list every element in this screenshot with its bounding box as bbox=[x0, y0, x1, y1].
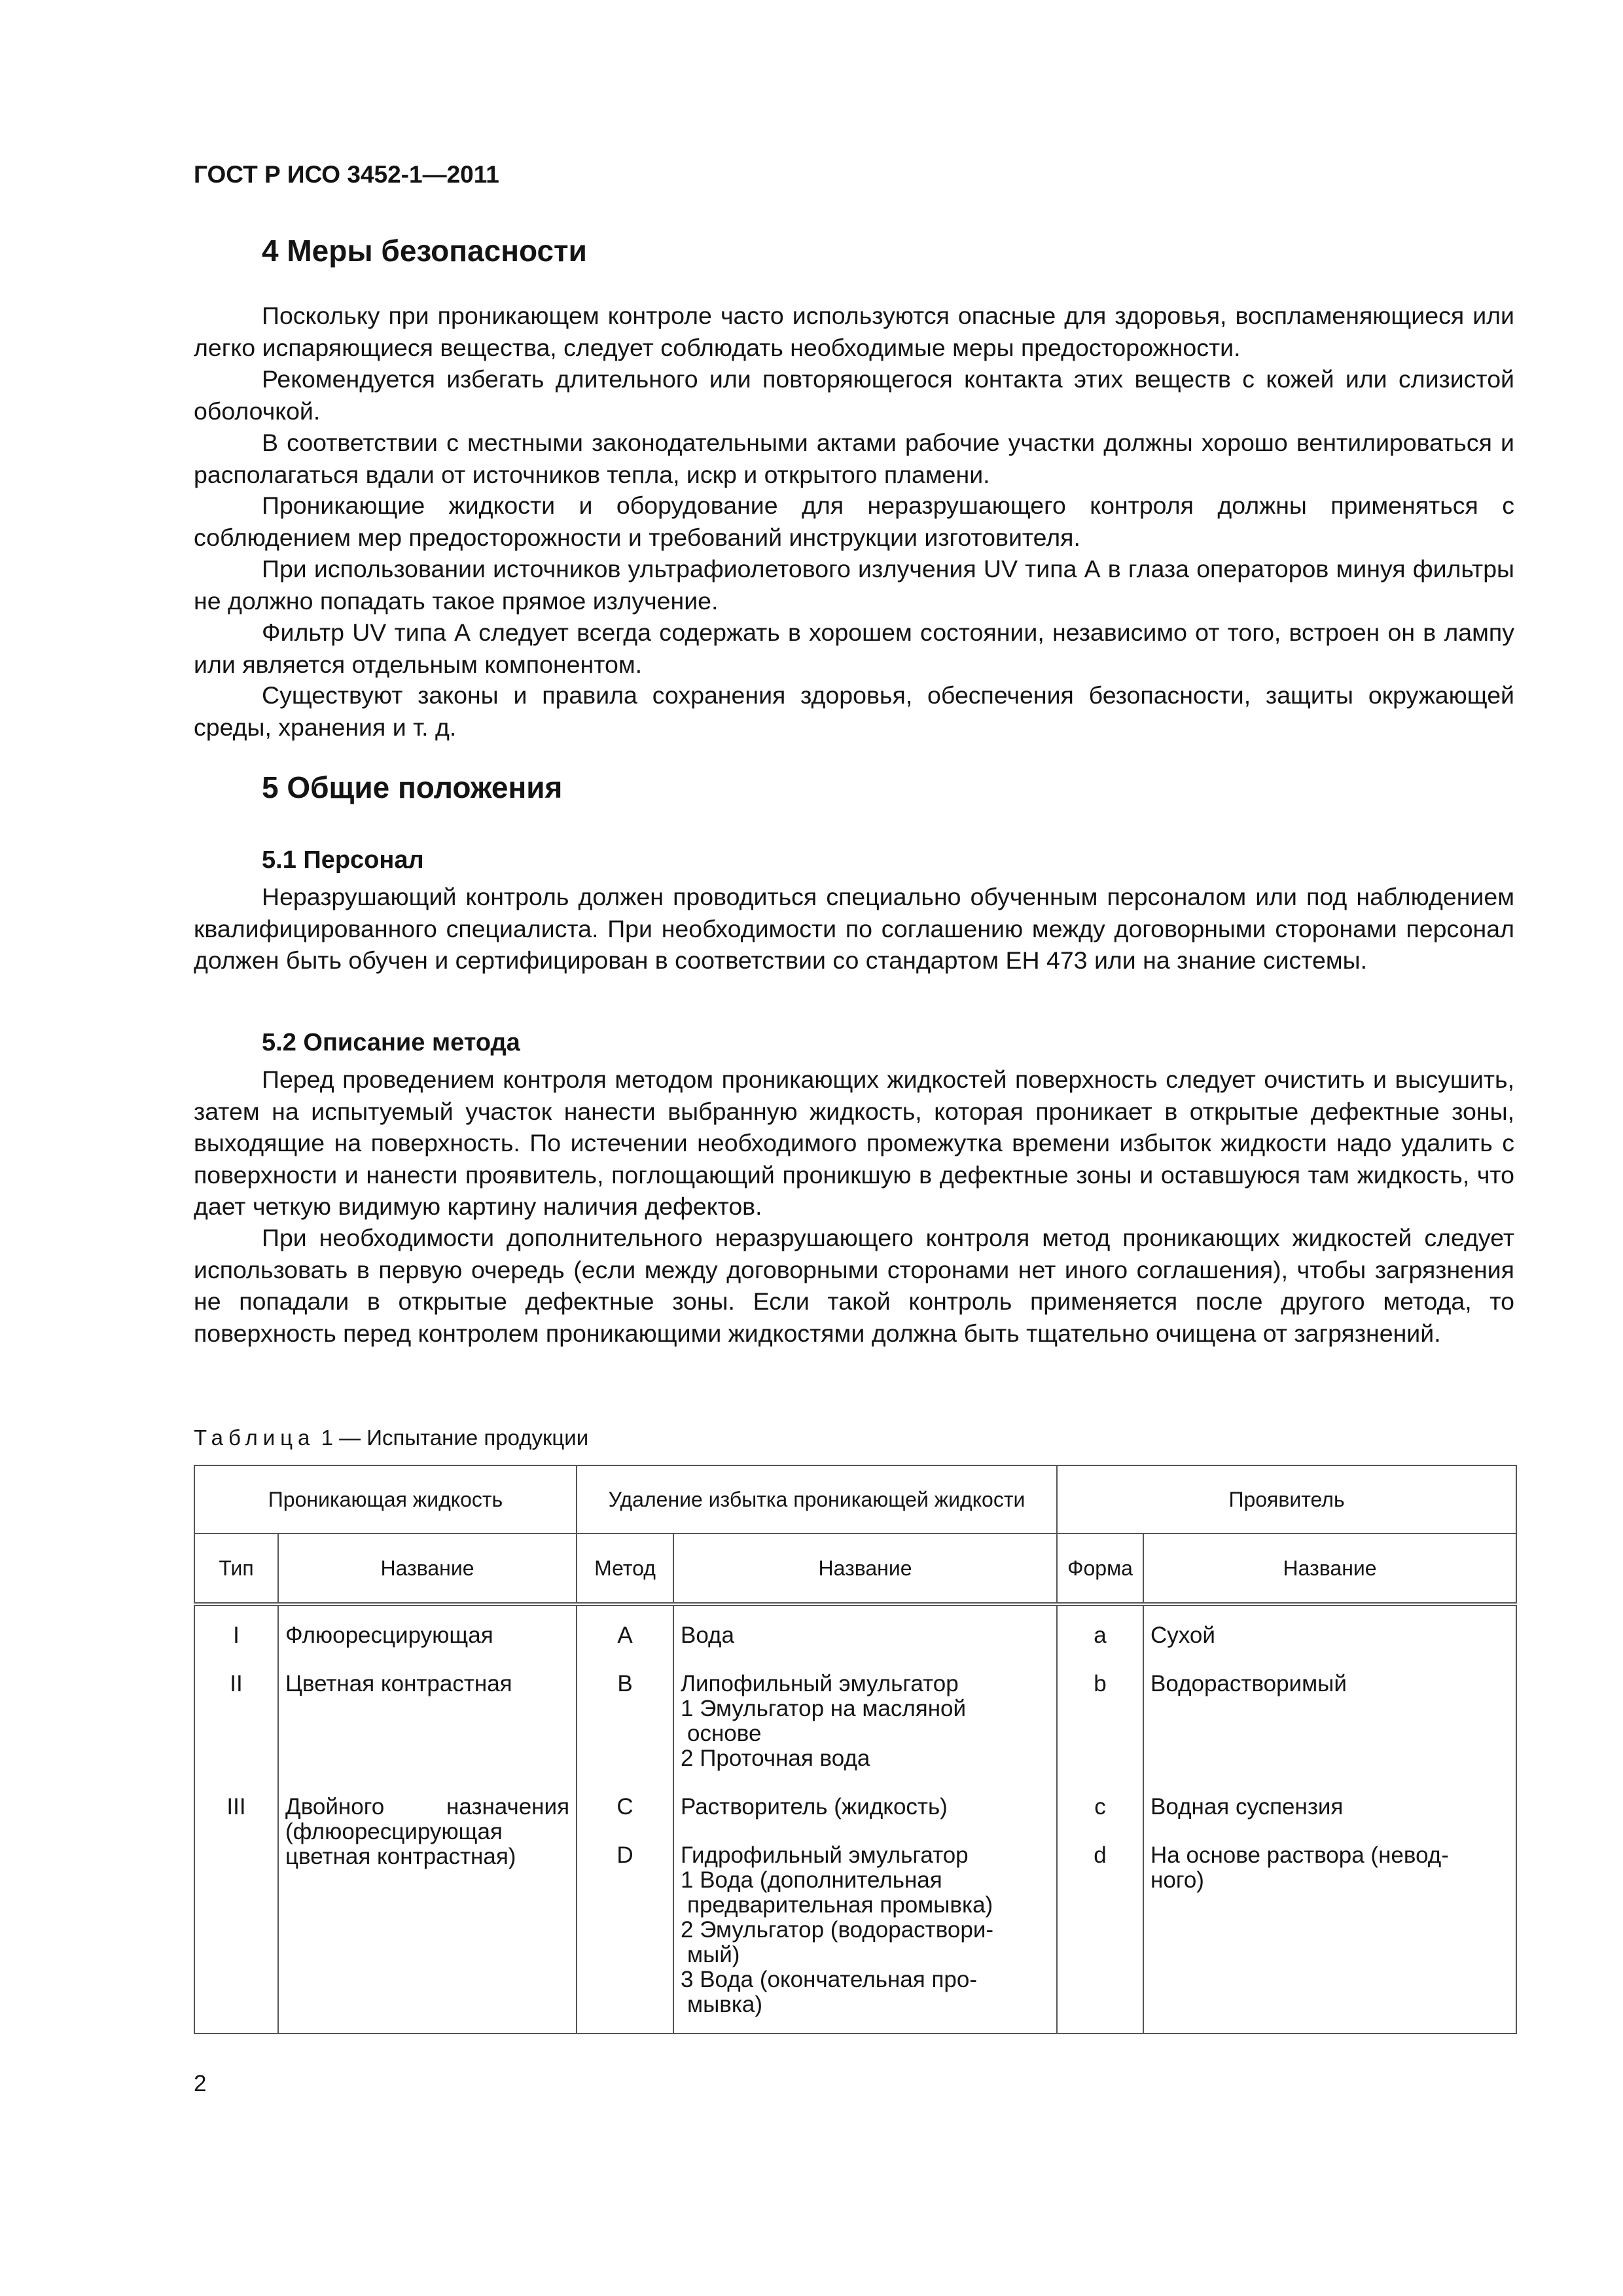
column-header-developer-name: Название bbox=[1143, 1534, 1516, 1604]
developer-form-cell: b bbox=[1057, 1672, 1143, 1795]
section-5-title: 5 Общие положения bbox=[262, 770, 563, 804]
section-4-paragraph: При использовании источников ультрафиолетового излучения UV типа А в глаза операторов минуя фильтры не должно попадать такое прямое излучение. bbox=[194, 555, 1514, 615]
subsection-5-2-title: 5.2 Описание метода bbox=[262, 1029, 520, 1056]
table-row bbox=[194, 1672, 1516, 1795]
subsection-5-1-paragraph: Неразрушающий контроль должен проводиться специально обученным персоналом или под наблюдением квалифицированного специалиста. При необходимости по соглашению между договорными сторонами персонал должен быть обучен и сертифицирован в соответствии со стандартом ЕН 473 или на знание системы. bbox=[194, 883, 1514, 974]
type-cell: I bbox=[194, 1623, 278, 1672]
method-code-cell: A bbox=[577, 1623, 673, 1672]
section-4-paragraph: Поскольку при проникающем контроле часто используются опасные для здоровья, воспламеняющиеся или легко испаряющиеся вещества, следует соблюдать необходимые меры предосторожности. bbox=[194, 302, 1514, 361]
table-caption-number: 1 bbox=[321, 1426, 333, 1450]
method-name-cell: Растворитель (жидкость) Гидрофильный эмульгатор 1 Вода (дополнительная предварительная промывка) 2 Эмульгатор (водораствори- мый) 3 Вода (окончательная про- мывка) bbox=[673, 1795, 1057, 2034]
developer-form-cell: a bbox=[1057, 1623, 1143, 1672]
method-code-cell: C D bbox=[577, 1795, 673, 2034]
penetrant-name-cell: Флюоресцирующая bbox=[278, 1623, 577, 1672]
table-caption-label: Таблица bbox=[194, 1426, 315, 1450]
developer-name-cell: Водорастворимый bbox=[1143, 1672, 1516, 1795]
developer-name-cell: Водная суспензия На основе раствора (невод- ного) bbox=[1143, 1795, 1516, 2034]
subsection-5-2-paragraph: При необходимости дополнительного неразрушающего контроля метод проникающих жидкостей следует использовать в первую очередь (если между договорными сторонами нет иного соглашения), чтобы загрязнения не попадали в открытые дефектные зоны. Если такой контроль применяется после другого метода, то поверхность перед контролем проникающими жидкостями должна быть тщательно очищена от загрязнений. bbox=[194, 1224, 1514, 1347]
method-name-cell: Вода bbox=[673, 1623, 1057, 1672]
section-4-paragraph: Существуют законы и правила сохранения здоровья, обеспечения безопасности, защиты окружающей среды, хранения и т. д. bbox=[194, 681, 1514, 741]
method-code-cell: B bbox=[577, 1672, 673, 1795]
group-header-developer: Проявитель bbox=[1057, 1465, 1516, 1534]
document-code: ГОСТ Р ИСО 3452-1—2011 bbox=[194, 161, 499, 188]
group-header-excess-removal: Удаление избытка проникающей жидкости bbox=[577, 1465, 1057, 1534]
section-4-paragraph: Рекомендуется избегать длительного или повторяющегося контакта этих веществ с кожей или слизистой оболочкой. bbox=[194, 365, 1514, 425]
method-name-cell: Липофильный эмульгатор 1 Эмульгатор на масляной основе 2 Проточная вода bbox=[673, 1672, 1057, 1795]
penetrant-name-cell: Двойного назначения (флюоресцирующая цветная контрастная) bbox=[278, 1795, 577, 2034]
products-table bbox=[194, 1465, 1517, 2034]
table-caption-text: — Испытание продукции bbox=[339, 1426, 589, 1450]
page-number: 2 bbox=[194, 2071, 207, 2096]
type-cell: III bbox=[194, 1795, 278, 2034]
developer-form-cell: c d bbox=[1057, 1795, 1143, 2034]
table-row bbox=[194, 1623, 1516, 1672]
section-4-paragraph: В соответствии с местными законодательными актами рабочие участки должны хорошо вентилироваться и располагаться вдали от источников тепла, искр и открытого пламени. bbox=[194, 429, 1514, 488]
subsection-5-2-paragraph: Перед проведением контроля методом проникающих жидкостей поверхность следует очистить и высушить, затем на испытуемый участок нанести выбранную жидкость, которая проникает в открытые дефектные зоны, выходящие на поверхность. По истечении необходимого промежутка времени избыток жидкости надо удалить с поверхности и нанести проявитель, поглощающий проникшую в дефектные зоны и оставшуюся там жидкость, что дает четкую видимую картину наличия дефектов. bbox=[194, 1066, 1514, 1220]
section-4-paragraph: Фильтр UV типа А следует всегда содержать в хорошем состоянии, независимо от того, встроен он в лампу или является отдельным компонентом. bbox=[194, 619, 1514, 678]
column-header-type: Тип bbox=[194, 1534, 278, 1604]
column-header-penetrant-name: Название bbox=[278, 1534, 577, 1604]
header-separator bbox=[194, 1604, 1516, 1623]
section-4-paragraph: Проникающие жидкости и оборудование для неразрушающего контроля должны применяться с соблюдением мер предосторожности и требований инструкции изготовителя. bbox=[194, 492, 1514, 551]
table-caption bbox=[194, 1426, 588, 1450]
column-header-method: Метод bbox=[577, 1534, 673, 1604]
developer-name-cell: Сухой bbox=[1143, 1623, 1516, 1672]
section-4-title: 4 Меры безопасности bbox=[262, 234, 587, 268]
column-header-form: Форма bbox=[1057, 1534, 1143, 1604]
group-header-penetrant: Проникающая жидкость bbox=[194, 1465, 577, 1534]
penetrant-name-cell: Цветная контрастная bbox=[278, 1672, 577, 1795]
type-cell: II bbox=[194, 1672, 278, 1795]
subsection-5-1-title: 5.1 Персонал bbox=[262, 846, 424, 874]
column-header-method-name: Название bbox=[673, 1534, 1057, 1604]
table-row bbox=[194, 1795, 1516, 2034]
